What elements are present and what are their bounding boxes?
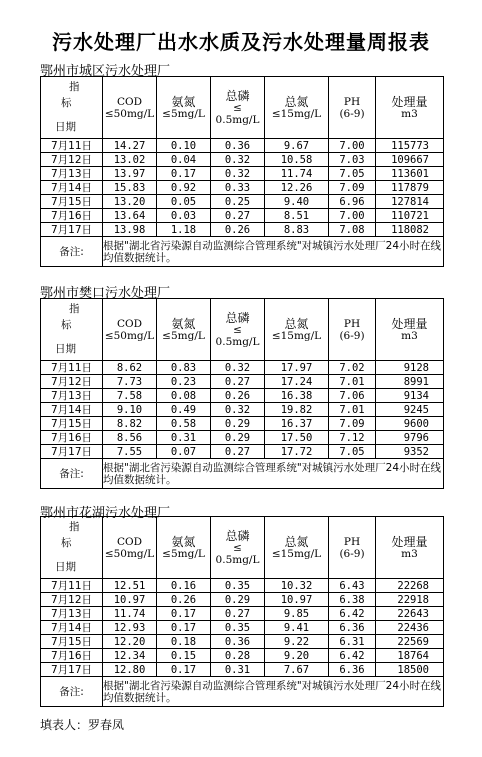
ph-cell: 7.05 bbox=[329, 445, 376, 459]
note-text: 根据"湖北省污染源自动监测综合管理系统"对城镇污水处理厂24小时在线均值数据统计。 bbox=[103, 237, 444, 267]
header-ph bbox=[329, 77, 376, 139]
header-ph bbox=[329, 299, 376, 361]
ammonia-cell: 0.04 bbox=[157, 153, 211, 167]
phosphorus-cell: 0.27 bbox=[211, 607, 265, 621]
volume-cell: 9134 bbox=[376, 389, 444, 403]
corner-label-bottom: 日期 bbox=[55, 343, 76, 355]
ammonia-cell: 0.07 bbox=[157, 445, 211, 459]
ammonia-cell: 0.17 bbox=[157, 607, 211, 621]
cod-cell: 13.64 bbox=[103, 209, 157, 223]
header-row bbox=[41, 299, 444, 361]
table-row bbox=[41, 445, 444, 459]
header-volume-limit: m3 bbox=[401, 329, 418, 342]
nitrogen-cell: 16.37 bbox=[265, 417, 329, 431]
header-volume-limit: m3 bbox=[401, 107, 418, 120]
table-row bbox=[41, 361, 444, 375]
header-nitrogen-name: 总氮 bbox=[284, 316, 309, 331]
volume-cell: 9600 bbox=[376, 417, 444, 431]
corner-label-mid: 标 bbox=[61, 319, 72, 331]
header-phosphorus-limit: ≤ bbox=[233, 323, 242, 336]
ammonia-cell: 0.31 bbox=[157, 431, 211, 445]
phosphorus-cell: 0.27 bbox=[211, 209, 265, 223]
volume-cell: 22918 bbox=[376, 593, 444, 607]
note-row bbox=[41, 459, 444, 489]
table-row bbox=[41, 663, 444, 677]
header-phosphorus-name: 总磷 bbox=[225, 310, 250, 325]
header-ph bbox=[329, 517, 376, 579]
section-title: 鄂州市樊口污水处理厂 bbox=[40, 286, 171, 301]
header-phosphorus bbox=[211, 299, 265, 361]
note-text: 根据"湖北省污染源自动监测综合管理系统"对城镇污水处理厂24小时在线均值数据统计。 bbox=[103, 459, 444, 489]
ammonia-cell: 1.18 bbox=[157, 223, 211, 237]
cod-cell: 7.58 bbox=[103, 389, 157, 403]
table-row bbox=[41, 403, 444, 417]
ammonia-cell: 0.49 bbox=[157, 403, 211, 417]
header-volume-name: 处理量 bbox=[391, 94, 428, 109]
ph-cell: 7.01 bbox=[329, 375, 376, 389]
ammonia-cell: 0.18 bbox=[157, 635, 211, 649]
header-volume-limit: m3 bbox=[401, 547, 418, 560]
header-ammonia-name: 氨氮 bbox=[171, 534, 196, 549]
nitrogen-cell: 17.50 bbox=[265, 431, 329, 445]
table-row bbox=[41, 167, 444, 181]
header-nitrogen-limit: ≤15mg/L bbox=[271, 107, 322, 120]
phosphorus-cell: 0.33 bbox=[211, 181, 265, 195]
header-nitrogen bbox=[265, 77, 329, 139]
phosphorus-cell: 0.26 bbox=[211, 223, 265, 237]
date-cell: 7月17日 bbox=[41, 223, 103, 237]
phosphorus-cell: 0.36 bbox=[211, 139, 265, 153]
filled-by: 填表人：罗春凤 bbox=[40, 718, 125, 732]
header-ph-limit: (6-9) bbox=[339, 107, 365, 120]
water-quality-table bbox=[40, 76, 444, 267]
ammonia-cell: 0.92 bbox=[157, 181, 211, 195]
phosphorus-cell: 0.31 bbox=[211, 663, 265, 677]
date-cell: 7月16日 bbox=[41, 431, 103, 445]
date-cell: 7月12日 bbox=[41, 375, 103, 389]
ph-cell: 7.05 bbox=[329, 167, 376, 181]
date-cell: 7月16日 bbox=[41, 209, 103, 223]
phosphorus-cell: 0.29 bbox=[211, 431, 265, 445]
corner-label-mid: 标 bbox=[61, 537, 72, 549]
header-cod bbox=[103, 77, 157, 139]
header-ph-limit: (6-9) bbox=[339, 329, 365, 342]
phosphorus-cell: 0.32 bbox=[211, 403, 265, 417]
cod-cell: 13.02 bbox=[103, 153, 157, 167]
header-cod-limit: ≤50mg/L bbox=[104, 107, 155, 120]
header-ph-name: PH bbox=[343, 317, 361, 330]
date-cell: 7月13日 bbox=[41, 167, 103, 181]
nitrogen-cell: 9.67 bbox=[265, 139, 329, 153]
nitrogen-cell: 19.82 bbox=[265, 403, 329, 417]
header-cod bbox=[103, 517, 157, 579]
ammonia-cell: 0.03 bbox=[157, 209, 211, 223]
ph-cell: 6.96 bbox=[329, 195, 376, 209]
ph-cell: 6.31 bbox=[329, 635, 376, 649]
header-phosphorus-limit-value: 0.5mg/L bbox=[215, 335, 260, 348]
nitrogen-cell: 16.38 bbox=[265, 389, 329, 403]
header-ammonia-limit: ≤5mg/L bbox=[162, 329, 205, 342]
ph-cell: 6.36 bbox=[329, 663, 376, 677]
volume-cell: 9796 bbox=[376, 431, 444, 445]
cod-cell: 15.83 bbox=[103, 181, 157, 195]
volume-cell: 110721 bbox=[376, 209, 444, 223]
phosphorus-cell: 0.29 bbox=[211, 417, 265, 431]
table-row bbox=[41, 593, 444, 607]
volume-cell: 109667 bbox=[376, 153, 444, 167]
header-corner bbox=[41, 77, 103, 139]
header-nitrogen-limit: ≤15mg/L bbox=[271, 329, 322, 342]
cod-cell: 11.74 bbox=[103, 607, 157, 621]
corner-label-top: 指 bbox=[69, 521, 80, 533]
header-cod-limit: ≤50mg/L bbox=[104, 547, 155, 560]
table-row bbox=[41, 417, 444, 431]
note-label: 备注: bbox=[41, 237, 103, 267]
ph-cell: 7.00 bbox=[329, 209, 376, 223]
ph-cell: 6.36 bbox=[329, 621, 376, 635]
date-cell: 7月12日 bbox=[41, 593, 103, 607]
volume-cell: 22436 bbox=[376, 621, 444, 635]
date-cell: 7月15日 bbox=[41, 195, 103, 209]
phosphorus-cell: 0.29 bbox=[211, 593, 265, 607]
header-row bbox=[41, 77, 444, 139]
ammonia-cell: 0.83 bbox=[157, 361, 211, 375]
corner-label-bottom: 日期 bbox=[55, 121, 76, 133]
volume-cell: 113601 bbox=[376, 167, 444, 181]
volume-cell: 9128 bbox=[376, 361, 444, 375]
table-row bbox=[41, 635, 444, 649]
phosphorus-cell: 0.27 bbox=[211, 375, 265, 389]
header-ammonia-name: 氨氮 bbox=[171, 316, 196, 331]
ammonia-cell: 0.23 bbox=[157, 375, 211, 389]
table-row bbox=[41, 181, 444, 195]
nitrogen-cell: 9.40 bbox=[265, 195, 329, 209]
ammonia-cell: 0.58 bbox=[157, 417, 211, 431]
header-cod-name: COD bbox=[116, 535, 143, 548]
header-ammonia bbox=[157, 517, 211, 579]
volume-cell: 18500 bbox=[376, 663, 444, 677]
header-nitrogen-name: 总氮 bbox=[284, 534, 309, 549]
nitrogen-cell: 17.72 bbox=[265, 445, 329, 459]
date-cell: 7月14日 bbox=[41, 181, 103, 195]
header-ph-name: PH bbox=[343, 95, 361, 108]
volume-cell: 8991 bbox=[376, 375, 444, 389]
nitrogen-cell: 7.67 bbox=[265, 663, 329, 677]
volume-cell: 9352 bbox=[376, 445, 444, 459]
ph-cell: 7.06 bbox=[329, 389, 376, 403]
corner-label-bottom: 日期 bbox=[55, 561, 76, 573]
header-volume bbox=[376, 77, 444, 139]
nitrogen-cell: 8.83 bbox=[265, 223, 329, 237]
water-quality-table bbox=[40, 298, 444, 489]
header-ammonia-limit: ≤5mg/L bbox=[162, 547, 205, 560]
note-label: 备注: bbox=[41, 677, 103, 707]
ammonia-cell: 0.05 bbox=[157, 195, 211, 209]
header-ph-name: PH bbox=[343, 535, 361, 548]
ph-cell: 7.08 bbox=[329, 223, 376, 237]
volume-cell: 118082 bbox=[376, 223, 444, 237]
date-cell: 7月17日 bbox=[41, 445, 103, 459]
header-nitrogen-limit: ≤15mg/L bbox=[271, 547, 322, 560]
header-row bbox=[41, 517, 444, 579]
ph-cell: 7.12 bbox=[329, 431, 376, 445]
ammonia-cell: 0.26 bbox=[157, 593, 211, 607]
note-row bbox=[41, 677, 444, 707]
header-volume-name: 处理量 bbox=[391, 534, 428, 549]
header-ammonia bbox=[157, 299, 211, 361]
phosphorus-cell: 0.35 bbox=[211, 621, 265, 635]
cod-cell: 12.34 bbox=[103, 649, 157, 663]
header-ph-limit: (6-9) bbox=[339, 547, 365, 560]
corner-label-mid: 标 bbox=[61, 97, 72, 109]
table-row bbox=[41, 223, 444, 237]
header-phosphorus bbox=[211, 517, 265, 579]
header-cod-limit: ≤50mg/L bbox=[104, 329, 155, 342]
cod-cell: 8.56 bbox=[103, 431, 157, 445]
ammonia-cell: 0.17 bbox=[157, 167, 211, 181]
nitrogen-cell: 8.51 bbox=[265, 209, 329, 223]
header-volume bbox=[376, 299, 444, 361]
phosphorus-cell: 0.32 bbox=[211, 361, 265, 375]
cod-cell: 12.20 bbox=[103, 635, 157, 649]
note-label: 备注: bbox=[41, 459, 103, 489]
cod-cell: 13.98 bbox=[103, 223, 157, 237]
volume-cell: 127814 bbox=[376, 195, 444, 209]
phosphorus-cell: 0.32 bbox=[211, 167, 265, 181]
ph-cell: 6.42 bbox=[329, 649, 376, 663]
ammonia-cell: 0.16 bbox=[157, 579, 211, 593]
corner-label-top: 指 bbox=[69, 303, 80, 315]
phosphorus-cell: 0.27 bbox=[211, 445, 265, 459]
ph-cell: 7.02 bbox=[329, 361, 376, 375]
ph-cell: 7.00 bbox=[329, 139, 376, 153]
header-volume bbox=[376, 517, 444, 579]
table-row bbox=[41, 649, 444, 663]
table-row bbox=[41, 607, 444, 621]
ammonia-cell: 0.08 bbox=[157, 389, 211, 403]
cod-cell: 14.27 bbox=[103, 139, 157, 153]
nitrogen-cell: 9.22 bbox=[265, 635, 329, 649]
header-nitrogen-name: 总氮 bbox=[284, 94, 309, 109]
date-cell: 7月16日 bbox=[41, 649, 103, 663]
table-row bbox=[41, 153, 444, 167]
cod-cell: 8.82 bbox=[103, 417, 157, 431]
date-cell: 7月15日 bbox=[41, 635, 103, 649]
volume-cell: 117879 bbox=[376, 181, 444, 195]
volume-cell: 22569 bbox=[376, 635, 444, 649]
header-phosphorus-limit-value: 0.5mg/L bbox=[215, 113, 260, 126]
date-cell: 7月13日 bbox=[41, 389, 103, 403]
header-volume-name: 处理量 bbox=[391, 316, 428, 331]
table-row bbox=[41, 579, 444, 593]
page-title: 污水处理厂出水水质及污水处理量周报表 bbox=[52, 30, 430, 54]
ph-cell: 6.38 bbox=[329, 593, 376, 607]
header-nitrogen bbox=[265, 299, 329, 361]
cod-cell: 9.10 bbox=[103, 403, 157, 417]
table-row bbox=[41, 375, 444, 389]
phosphorus-cell: 0.35 bbox=[211, 579, 265, 593]
header-nitrogen bbox=[265, 517, 329, 579]
cod-cell: 13.20 bbox=[103, 195, 157, 209]
nitrogen-cell: 9.85 bbox=[265, 607, 329, 621]
section-title: 鄂州市城区污水处理厂 bbox=[40, 64, 171, 79]
date-cell: 7月11日 bbox=[41, 139, 103, 153]
ph-cell: 7.09 bbox=[329, 417, 376, 431]
header-phosphorus bbox=[211, 77, 265, 139]
table-row bbox=[41, 431, 444, 445]
phosphorus-cell: 0.36 bbox=[211, 635, 265, 649]
table-row bbox=[41, 139, 444, 153]
header-ammonia-name: 氨氮 bbox=[171, 94, 196, 109]
ph-cell: 7.09 bbox=[329, 181, 376, 195]
cod-cell: 7.55 bbox=[103, 445, 157, 459]
water-quality-table bbox=[40, 516, 444, 707]
date-cell: 7月11日 bbox=[41, 579, 103, 593]
date-cell: 7月14日 bbox=[41, 621, 103, 635]
header-cod bbox=[103, 299, 157, 361]
date-cell: 7月17日 bbox=[41, 663, 103, 677]
date-cell: 7月13日 bbox=[41, 607, 103, 621]
nitrogen-cell: 17.97 bbox=[265, 361, 329, 375]
volume-cell: 22643 bbox=[376, 607, 444, 621]
header-phosphorus-limit-value: 0.5mg/L bbox=[215, 553, 260, 566]
note-row bbox=[41, 237, 444, 267]
phosphorus-cell: 0.28 bbox=[211, 649, 265, 663]
table-row bbox=[41, 209, 444, 223]
header-cod-name: COD bbox=[116, 317, 143, 330]
cod-cell: 10.97 bbox=[103, 593, 157, 607]
nitrogen-cell: 11.74 bbox=[265, 167, 329, 181]
phosphorus-cell: 0.32 bbox=[211, 153, 265, 167]
nitrogen-cell: 9.20 bbox=[265, 649, 329, 663]
date-cell: 7月11日 bbox=[41, 361, 103, 375]
nitrogen-cell: 17.24 bbox=[265, 375, 329, 389]
header-corner bbox=[41, 299, 103, 361]
cod-cell: 13.97 bbox=[103, 167, 157, 181]
nitrogen-cell: 10.97 bbox=[265, 593, 329, 607]
cod-cell: 12.93 bbox=[103, 621, 157, 635]
section-title: 鄂州市花湖污水处理厂 bbox=[40, 506, 171, 521]
header-phosphorus-name: 总磷 bbox=[225, 88, 250, 103]
cod-cell: 8.62 bbox=[103, 361, 157, 375]
phosphorus-cell: 0.25 bbox=[211, 195, 265, 209]
phosphorus-cell: 0.26 bbox=[211, 389, 265, 403]
nitrogen-cell: 10.58 bbox=[265, 153, 329, 167]
nitrogen-cell: 12.26 bbox=[265, 181, 329, 195]
date-cell: 7月15日 bbox=[41, 417, 103, 431]
ammonia-cell: 0.17 bbox=[157, 663, 211, 677]
header-phosphorus-name: 总磷 bbox=[225, 528, 250, 543]
volume-cell: 9245 bbox=[376, 403, 444, 417]
cod-cell: 12.51 bbox=[103, 579, 157, 593]
cod-cell: 7.73 bbox=[103, 375, 157, 389]
header-cod-name: COD bbox=[116, 95, 143, 108]
header-corner bbox=[41, 517, 103, 579]
nitrogen-cell: 9.41 bbox=[265, 621, 329, 635]
ph-cell: 7.01 bbox=[329, 403, 376, 417]
date-cell: 7月14日 bbox=[41, 403, 103, 417]
header-phosphorus-limit: ≤ bbox=[233, 101, 242, 114]
ammonia-cell: 0.15 bbox=[157, 649, 211, 663]
ammonia-cell: 0.10 bbox=[157, 139, 211, 153]
volume-cell: 22268 bbox=[376, 579, 444, 593]
ph-cell: 6.42 bbox=[329, 607, 376, 621]
cod-cell: 12.80 bbox=[103, 663, 157, 677]
corner-label-top: 指 bbox=[69, 81, 80, 93]
header-ammonia bbox=[157, 77, 211, 139]
header-ammonia-limit: ≤5mg/L bbox=[162, 107, 205, 120]
ammonia-cell: 0.17 bbox=[157, 621, 211, 635]
note-text: 根据"湖北省污染源自动监测综合管理系统"对城镇污水处理厂24小时在线均值数据统计。 bbox=[103, 677, 444, 707]
nitrogen-cell: 10.32 bbox=[265, 579, 329, 593]
table-row bbox=[41, 389, 444, 403]
header-phosphorus-limit: ≤ bbox=[233, 541, 242, 554]
volume-cell: 18764 bbox=[376, 649, 444, 663]
date-cell: 7月12日 bbox=[41, 153, 103, 167]
ph-cell: 7.03 bbox=[329, 153, 376, 167]
table-row bbox=[41, 621, 444, 635]
volume-cell: 115773 bbox=[376, 139, 444, 153]
ph-cell: 6.43 bbox=[329, 579, 376, 593]
table-row bbox=[41, 195, 444, 209]
